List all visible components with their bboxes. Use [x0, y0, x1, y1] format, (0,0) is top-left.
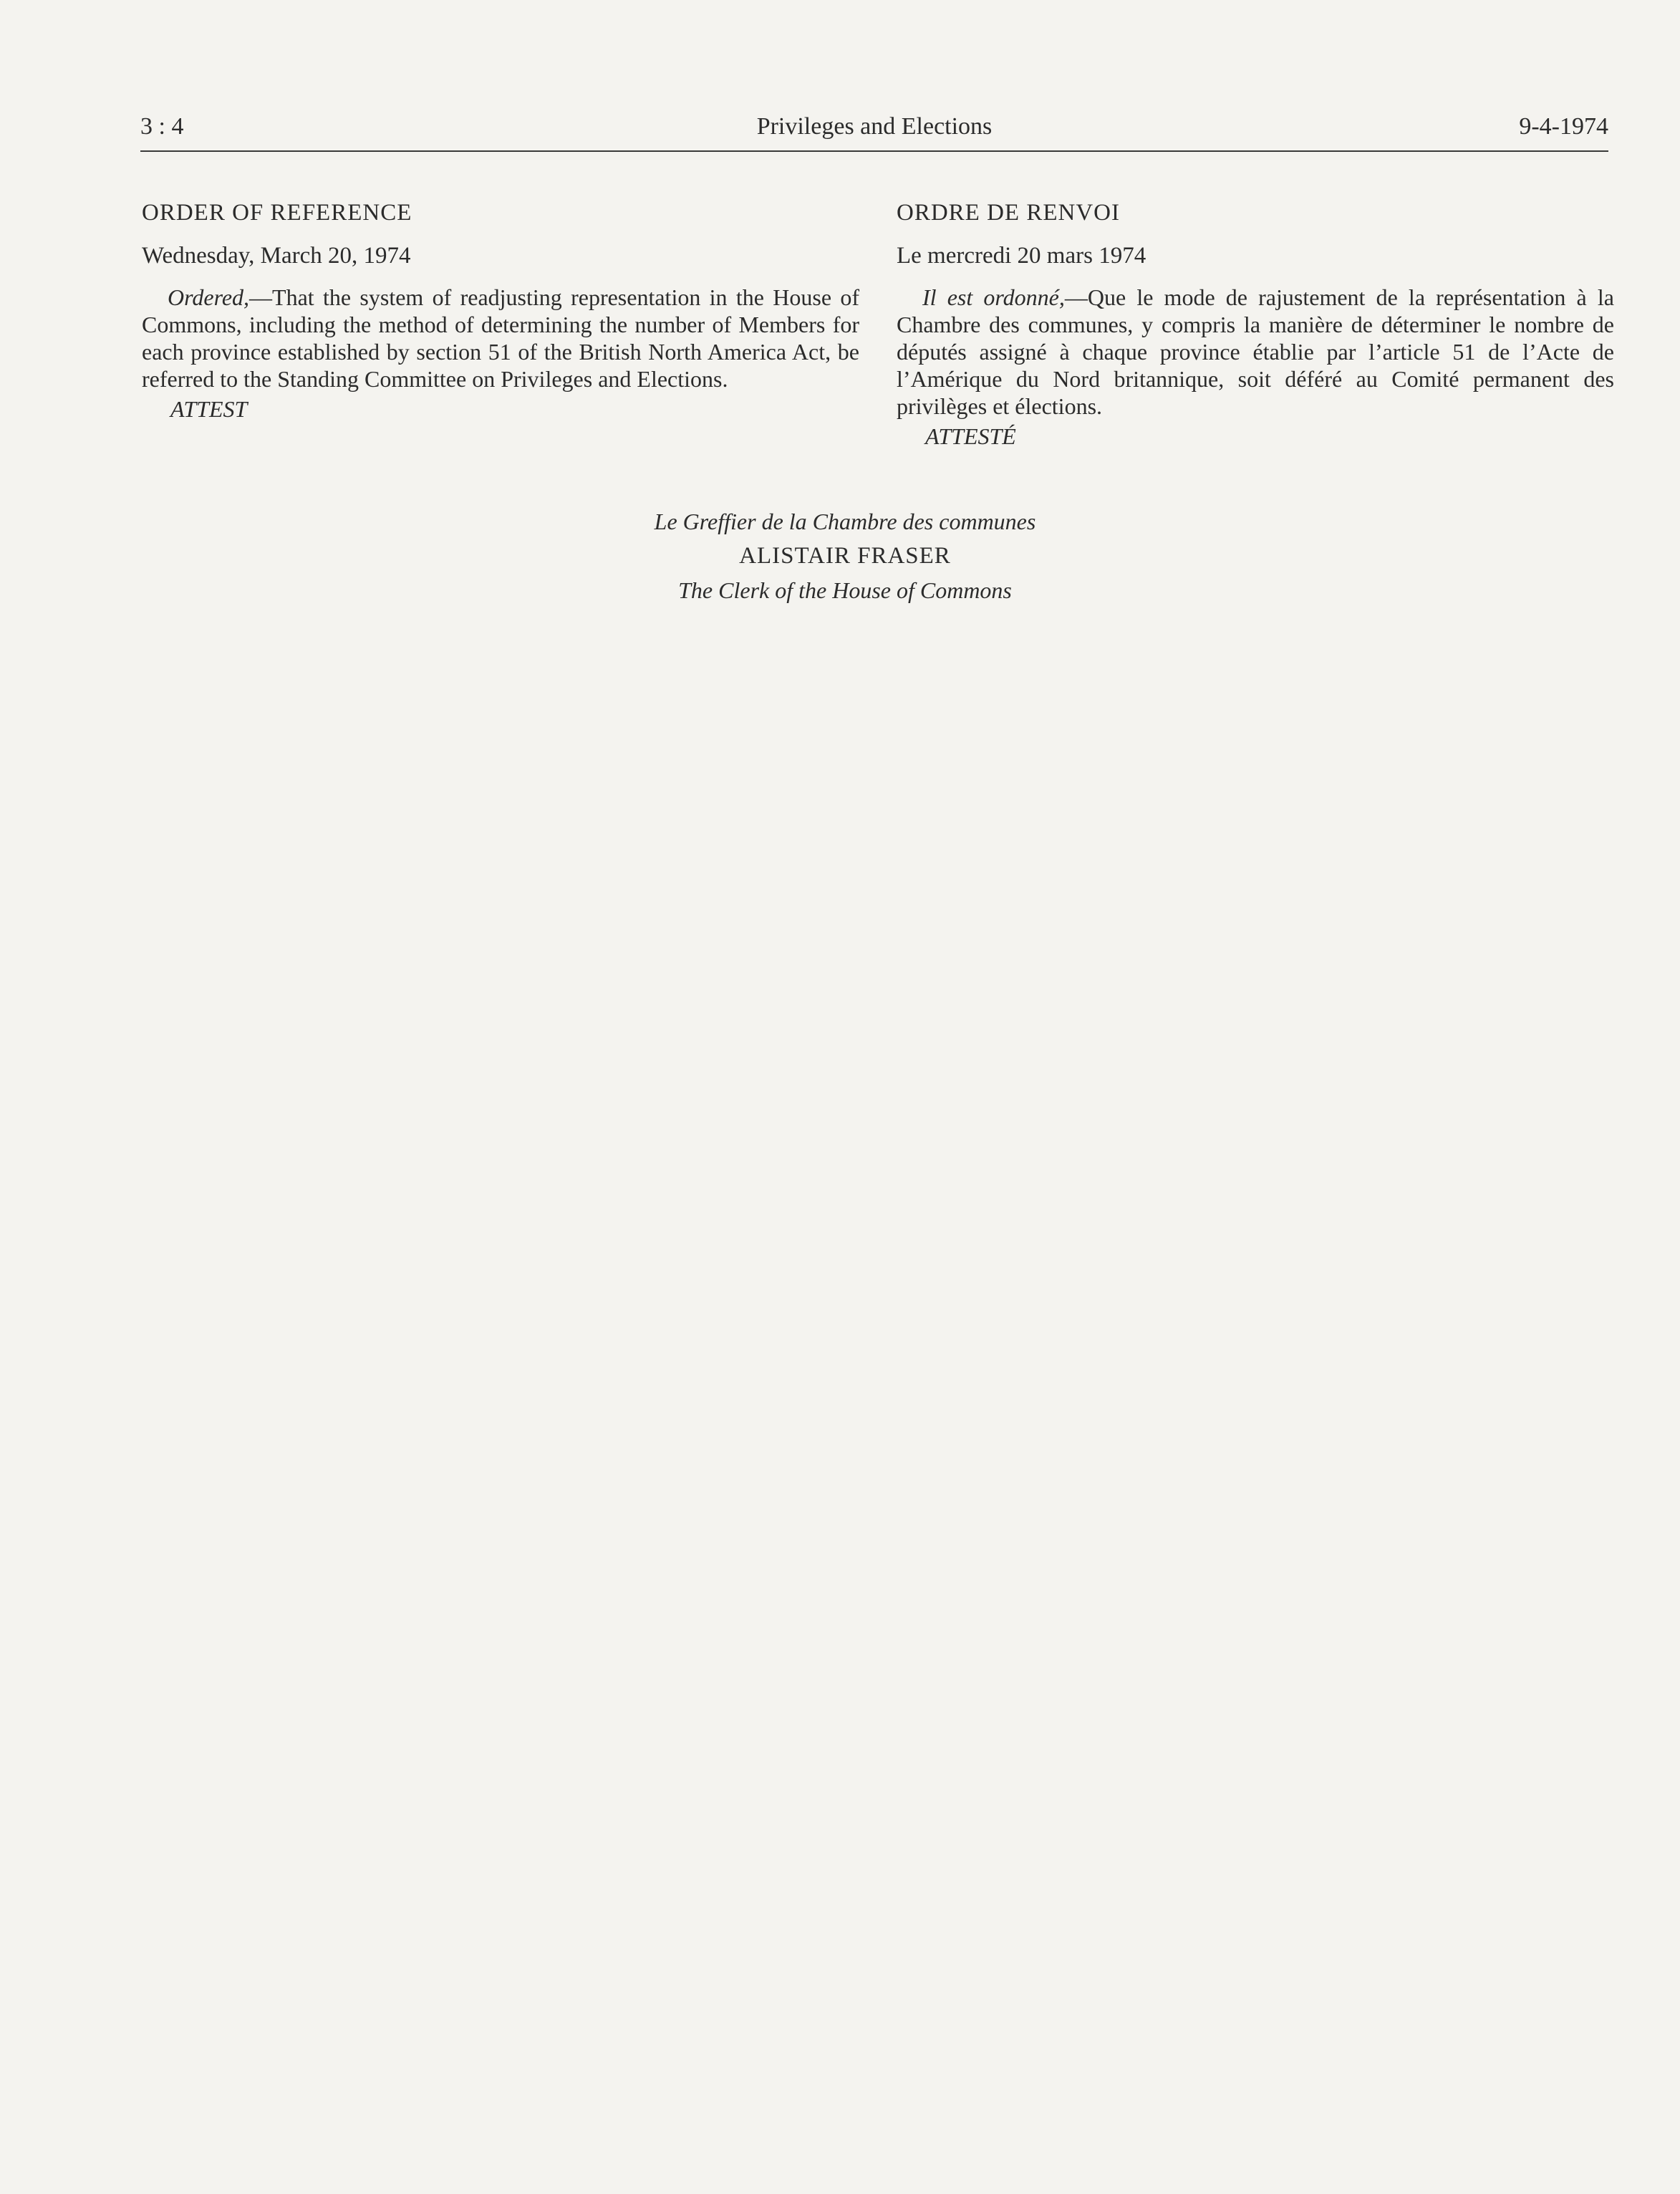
- running-header: [140, 107, 1608, 148]
- english-date: Wednesday, March 20, 1974: [142, 243, 411, 269]
- header-date: 9-4-1974: [1519, 113, 1608, 140]
- english-order-lead: Ordered,: [168, 284, 250, 310]
- french-order-lead: Il est ordonné,: [922, 284, 1065, 310]
- english-column: [142, 199, 859, 424]
- french-column: [897, 199, 1614, 451]
- english-clerk-title: The Clerk of the House of Commons: [678, 577, 1012, 603]
- show-through-text: [895, 172, 901, 198]
- order-of-reference-heading: ORDER OF REFERENCE: [142, 200, 412, 226]
- clerk-name: ALISTAIR FRASER: [739, 543, 951, 569]
- header-rule: [140, 150, 1608, 152]
- clerk-signature-block: [501, 504, 1189, 607]
- page-folio: 3 : 4: [140, 113, 184, 140]
- french-attest: ATTESTÉ: [925, 423, 1016, 449]
- french-date: Le mercredi 20 mars 1974: [897, 243, 1146, 269]
- ordre-de-renvoi-heading: ORDRE DE RENVOI: [897, 200, 1120, 226]
- french-order-body: —Que le mode de rajustement de la représentation à la Chambre des communes, y compris la manière de déterminer le nombre de députés assigné à chaque province établie par l’article 51 de l’Acte de l’Amérique du Nord britannique, soit déféré au Comité permanent des privilèges et élections.: [897, 284, 1615, 419]
- english-order-text: [142, 284, 859, 393]
- english-attest: ATTEST: [170, 396, 248, 422]
- english-order-body: —That the system of readjusting representation in the House of Commons, including the method of determining the number of Members for each province established by section 51 of the British North America Act, be referred to the Standing Committee on Privileges and Elections.: [142, 284, 859, 392]
- french-clerk-title: Le Greffier de la Chambre des communes: [654, 509, 1036, 534]
- french-order-text: [897, 284, 1614, 420]
- running-title: Privileges and Elections: [756, 113, 993, 140]
